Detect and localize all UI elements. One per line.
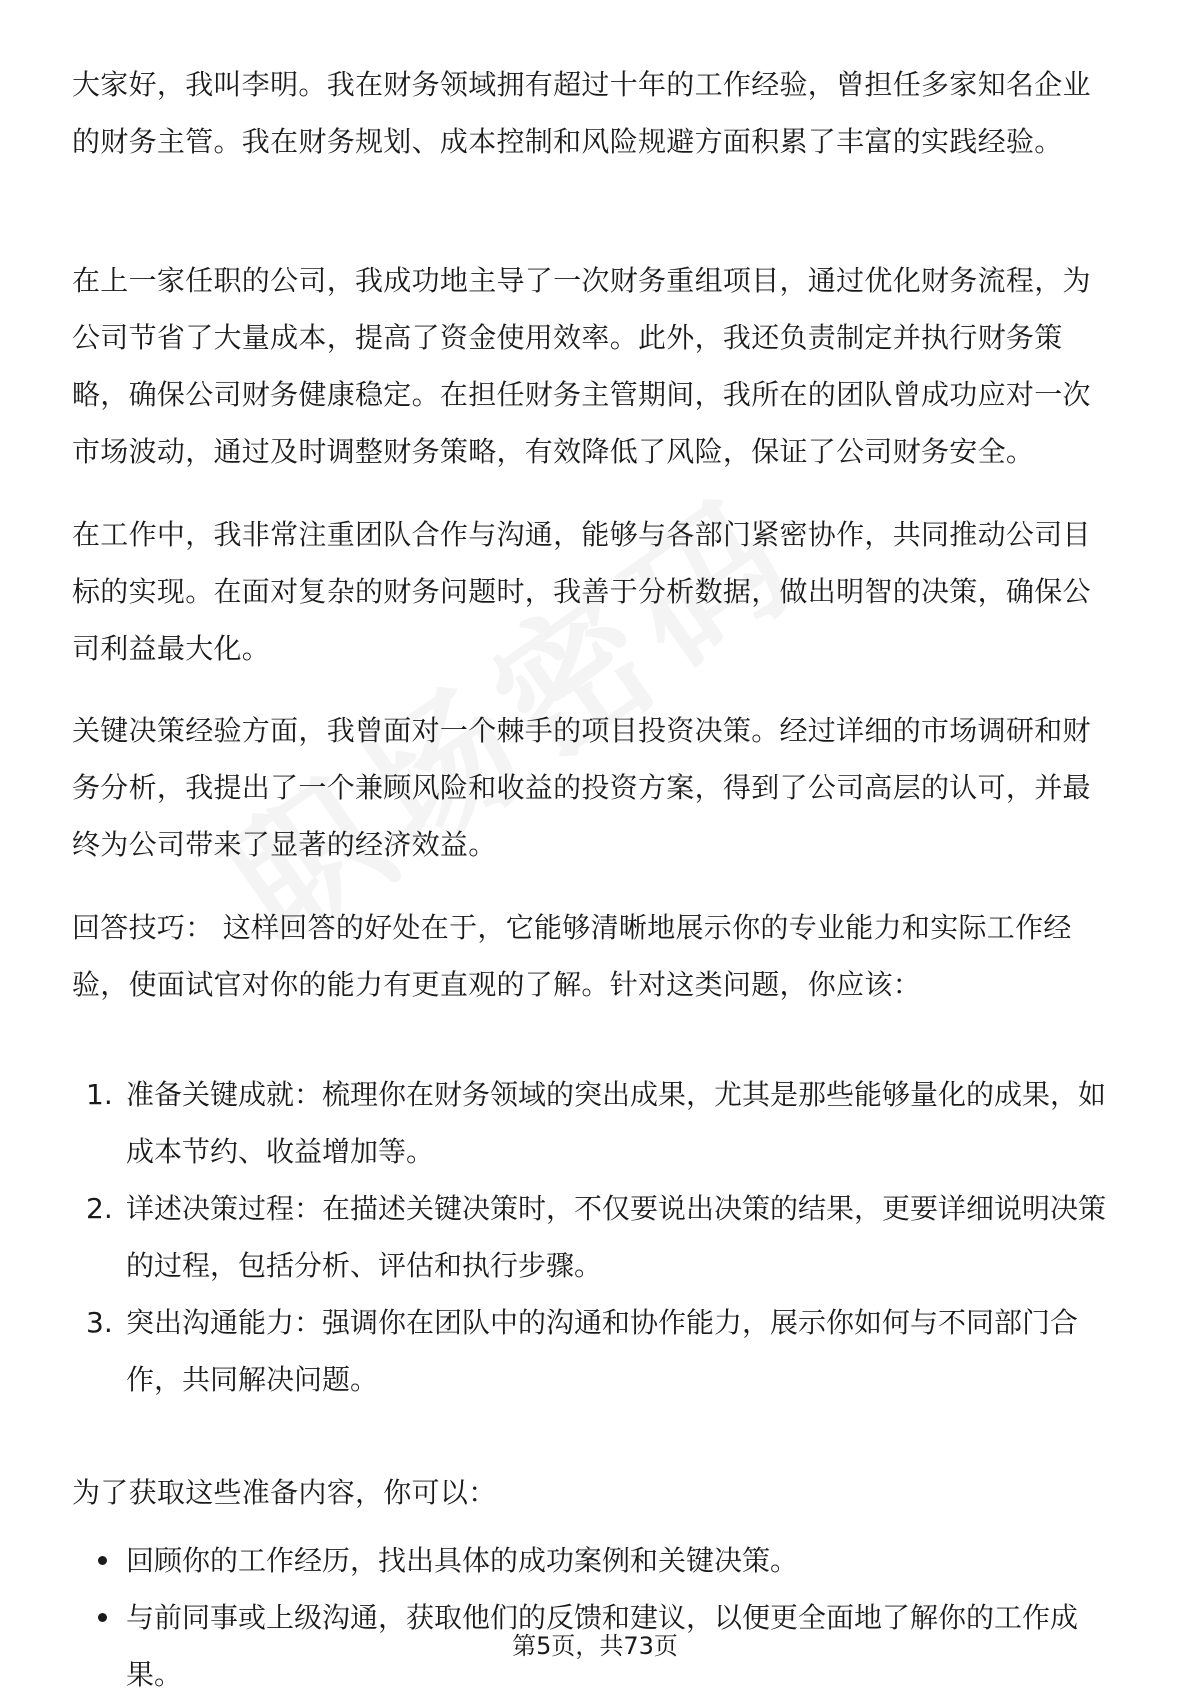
bullet-icon [98, 1613, 107, 1622]
preparation-paragraph: 为了获取这些准备内容，你可以： [72, 1476, 497, 1509]
intro-paragraph: 大家好，我叫李明。我在财务领域拥有超过十年的工作经验，曾担任多家知名企业的财务主管。我在财务规划、成本控制和风险规避方面积累了丰富的实践经验。 [72, 68, 1091, 158]
list-item [72, 1294, 1118, 1408]
bullet-list [72, 1532, 1118, 1703]
decision-paragraph: 关键决策经验方面，我曾面对一个棘手的项目投资决策。经过详细的市场调研和财务分析，我提出了一个兼顾风险和收益的投资方案，得到了公司高层的认可，并最终为公司带来了显著的经济效益。 [72, 714, 1091, 861]
list-number: 1. [86, 1078, 113, 1111]
list-item [72, 1066, 1118, 1180]
list-item-text: 详述决策过程：在描述关键决策时，不仅要说出决策的结果，更要详细说明决策的过程，包括分析、评估和执行步骤。 [126, 1192, 1107, 1282]
list-number: 2. [86, 1192, 113, 1225]
list-item-text: 与前同事或上级沟通，获取他们的反馈和建议，以便更全面地了解你的工作成果。 [126, 1601, 1079, 1691]
list-item [72, 1532, 1118, 1589]
list-item-text: 突出沟通能力：强调你在团队中的沟通和协作能力，展示你如何与不同部门合作，共同解决问题。 [126, 1306, 1079, 1396]
bullet-icon [98, 1556, 107, 1565]
answer-tips-paragraph: 回答技巧： 这样回答的好处在于，它能够清晰地展示你的专业能力和实际工作经验，使面试官对你的能力有更直观的了解。针对这类问题，你应该： [72, 911, 1072, 1001]
numbered-list [72, 1066, 1118, 1408]
teamwork-paragraph: 在工作中，我非常注重团队合作与沟通，能够与各部门紧密协作，共同推动公司目标的实现。在面对复杂的财务问题时，我善于分析数据，做出明智的决策，确保公司利益最大化。 [72, 518, 1091, 665]
page-number: 第5页，共73页 [512, 1632, 678, 1660]
list-item-text: 准备关键成就：梳理你在财务领域的突出成果，尤其是那些能够量化的成果，如成本节约、收益增加等。 [126, 1078, 1107, 1168]
experience-paragraph: 在上一家任职的公司，我成功地主导了一次财务重组项目，通过优化财务流程，为公司节省了大量成本，提高了资金使用效率。此外，我还负责制定并执行财务策略，确保公司财务健康稳定。在担任财务主管期间，我所在的团队曾成功应对一次市场波动，通过及时调整财务策略，有效降低了风险，保证了公司财务安全。 [72, 264, 1091, 468]
list-item [72, 1180, 1118, 1294]
list-item-text: 回顾你的工作经历，找出具体的成功案例和关键决策。 [126, 1544, 799, 1577]
list-number: 3. [86, 1306, 113, 1339]
